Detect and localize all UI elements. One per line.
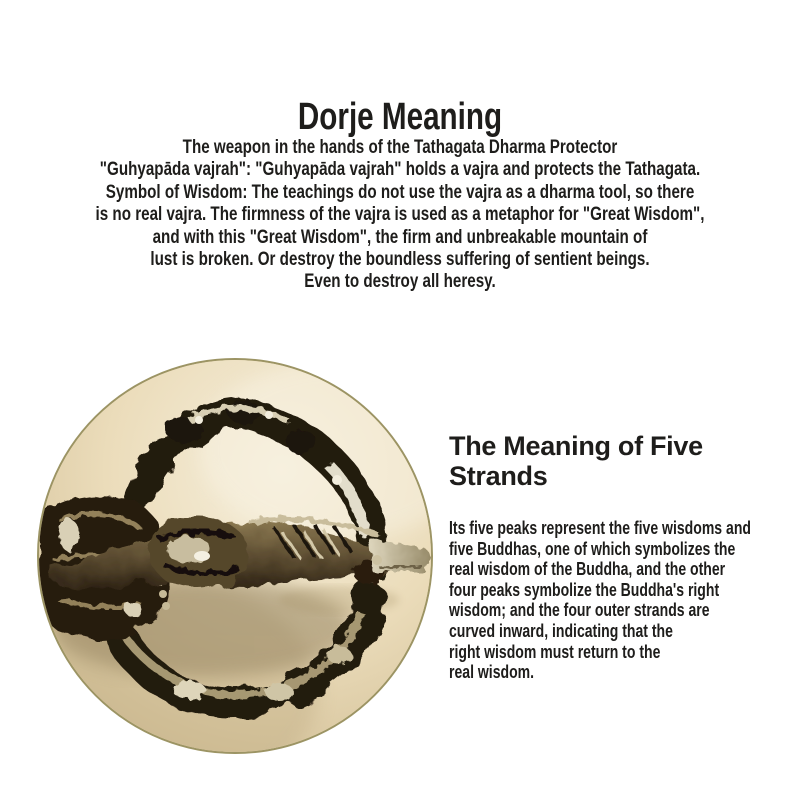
intro-paragraph — [80, 137, 720, 294]
section-heading-line: Strands — [449, 461, 548, 491]
section-body-line: Its five peaks represent the five wisdoms and — [449, 518, 751, 538]
intro-line: and with this "Great Wisdom", the firm and unbreakable mountain of — [152, 226, 648, 248]
section-heading — [449, 431, 794, 491]
section-heading-line: The Meaning of Five — [449, 431, 703, 461]
section-body — [449, 518, 751, 683]
intro-line: lust is broken. Or destroy the boundless suffering of sentient beings. — [150, 249, 650, 271]
page-title: Dorje Meaning — [297, 96, 503, 139]
dorje-photo — [37, 358, 433, 754]
intro-line: Symbol of Wisdom: The teachings do not use the vajra as a dharma tool, so there — [105, 181, 695, 203]
section-body-line: real wisdom. — [449, 662, 535, 683]
dorje-illustration — [39, 360, 431, 752]
section-body-line: four peaks symbolize the Buddha's right — [449, 579, 720, 600]
section-body-line: five Buddhas, one of which symbolizes the — [449, 538, 736, 559]
section-body-line: real wisdom of the Buddha, and the other — [449, 559, 726, 580]
section-body-line: wisdom; and the four outer strands are — [449, 600, 710, 621]
intro-line: Even to destroy all heresy. — [304, 271, 496, 293]
five-strands-section — [449, 431, 794, 683]
section-body-line: curved inward, indicating that the — [449, 620, 673, 641]
section-body-line: right wisdom must return to the — [449, 641, 661, 662]
intro-line: The weapon in the hands of the Tathagata Dharma Protector — [182, 137, 618, 158]
intro-line: is no real vajra. The firmness of the vajra is used as a metaphor for "Great Wisdom", — [95, 204, 705, 226]
intro-line: "Guhyapāda vajrah": "Guhyapāda vajrah" holds a vajra and protects the Tathagata. — [99, 159, 701, 181]
